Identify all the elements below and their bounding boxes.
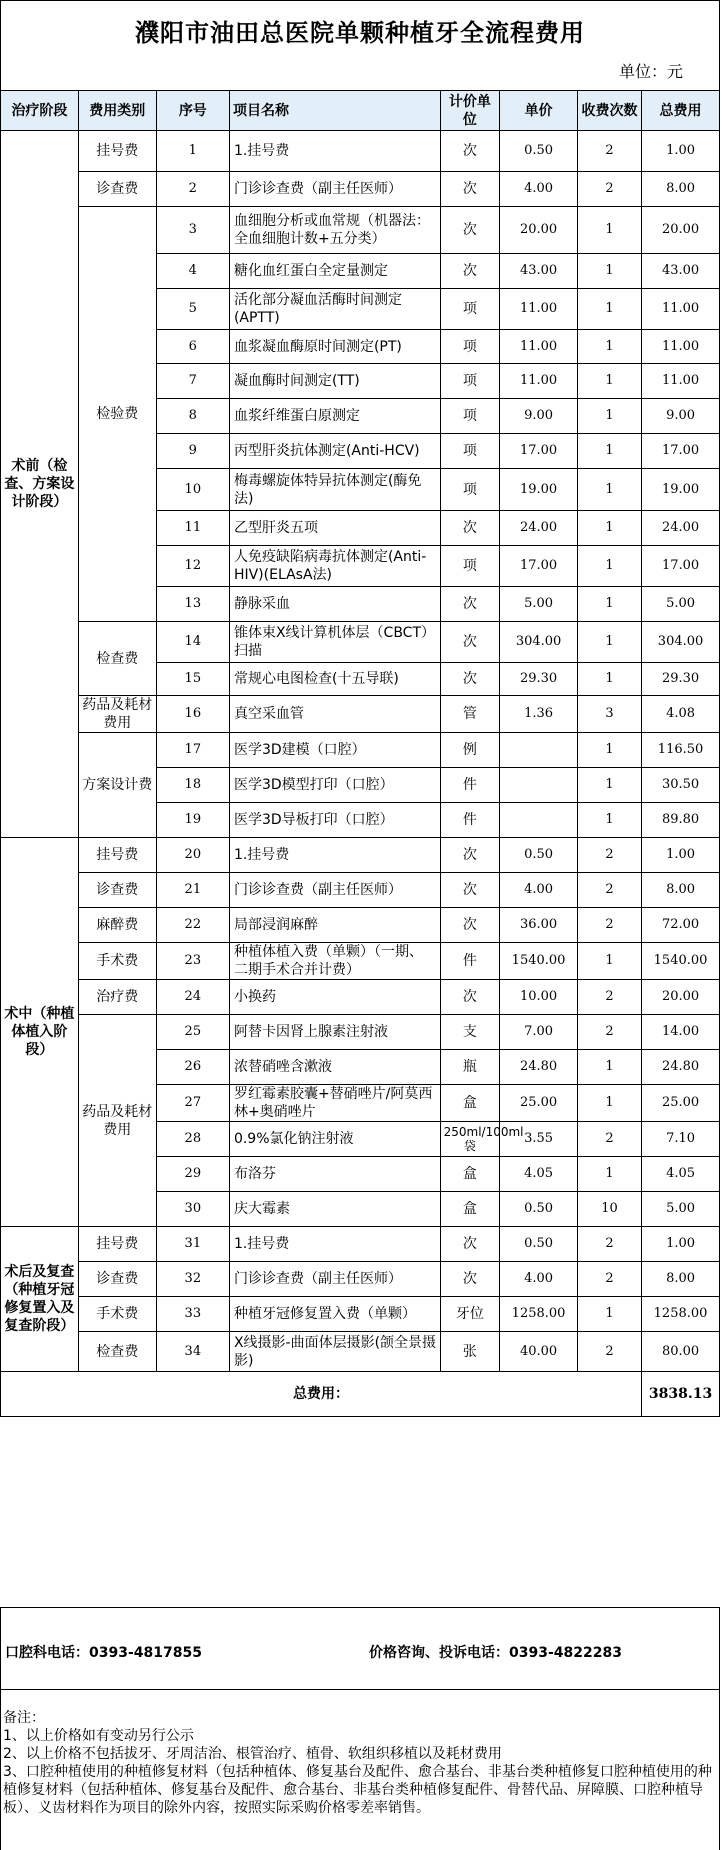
row-times: 1 — [577, 254, 641, 289]
table-row — [1, 1227, 720, 1262]
row-name: 锥体束X线计算机体层（CBCT）扫描 — [229, 622, 440, 663]
row-times: 2 — [577, 980, 641, 1015]
row-unit: 项 — [440, 364, 500, 399]
row-price: 10.00 — [500, 980, 578, 1015]
row-no: 24 — [156, 980, 229, 1015]
row-price — [500, 803, 578, 838]
table-row — [1, 696, 720, 733]
row-name: 浓替硝唑含漱液 — [229, 1050, 440, 1085]
row-price: 43.00 — [500, 254, 578, 289]
stage-cell: 术前（检查、方案设计阶段） — [1, 131, 79, 838]
table-row — [1, 622, 720, 663]
row-no: 33 — [156, 1297, 229, 1332]
category-cell: 诊查费 — [78, 1262, 156, 1297]
row-unit: 次 — [440, 131, 500, 172]
header-price: 单价 — [500, 91, 578, 131]
row-price: 20.00 — [500, 207, 578, 254]
row-total: 1.00 — [642, 1227, 720, 1262]
row-times: 1 — [577, 1050, 641, 1085]
row-unit: 次 — [440, 980, 500, 1015]
row-total: 9.00 — [642, 399, 720, 434]
row-unit: 次 — [440, 207, 500, 254]
note-item: 3、口腔种植使用的种植修复材料（包括种植体、修复基台及配件、愈合基台、非基台类种植修复口腔种植使用的种植修复材料（包括种植体、修复基台及配件、愈合基台、非基台类种植修复配件、骨替代品、屏障膜、口腔种植导板）、义齿材料作为项目的除外内容，按照实际采购价格零差率销售。 — [3, 1764, 712, 1816]
row-unit: 件 — [440, 943, 500, 980]
row-price: 24.00 — [500, 511, 578, 546]
row-no: 11 — [156, 511, 229, 546]
row-name: 活化部分凝血活酶时间测定(APTT) — [229, 289, 440, 330]
row-times: 1 — [577, 943, 641, 980]
fee-table — [0, 90, 720, 1417]
row-total: 11.00 — [642, 364, 720, 399]
row-times: 1 — [577, 663, 641, 696]
row-unit: 牙位 — [440, 1297, 500, 1332]
row-unit: 次 — [440, 663, 500, 696]
row-no: 8 — [156, 399, 229, 434]
row-no: 26 — [156, 1050, 229, 1085]
row-name: 乙型肝炎五项 — [229, 511, 440, 546]
table-row — [1, 908, 720, 943]
complaint-phone: 价格咨询、投诉电话：0393-4822283 — [369, 1645, 622, 1661]
row-no: 25 — [156, 1015, 229, 1050]
category-cell: 检验费 — [78, 207, 156, 622]
row-times: 1 — [577, 1085, 641, 1122]
row-unit: 件 — [440, 768, 500, 803]
row-no: 28 — [156, 1122, 229, 1157]
row-times: 2 — [577, 1262, 641, 1297]
category-cell: 挂号费 — [78, 131, 156, 172]
row-unit: 次 — [440, 511, 500, 546]
row-total: 11.00 — [642, 289, 720, 330]
table-row — [1, 733, 720, 768]
row-name: 医学3D导板打印（口腔） — [229, 803, 440, 838]
row-price: 1258.00 — [500, 1297, 578, 1332]
row-price: 11.00 — [500, 364, 578, 399]
row-times: 1 — [577, 434, 641, 469]
row-no: 30 — [156, 1192, 229, 1227]
row-name: 布洛芬 — [229, 1157, 440, 1192]
dental-phone: 口腔科电话：0393-4817855 — [5, 1645, 202, 1661]
row-unit: 250ml/100ml袋 — [440, 1122, 500, 1157]
note-item: 1、以上价格如有变动另行公示 — [3, 1728, 194, 1744]
category-cell: 诊查费 — [78, 172, 156, 207]
row-name: 糖化血红蛋白全定量测定 — [229, 254, 440, 289]
row-unit: 项 — [440, 469, 500, 511]
row-unit: 盒 — [440, 1157, 500, 1192]
row-price: 4.00 — [500, 873, 578, 908]
header-no: 序号 — [156, 91, 229, 131]
row-times: 1 — [577, 511, 641, 546]
row-no: 23 — [156, 943, 229, 980]
row-unit: 次 — [440, 908, 500, 943]
row-total: 19.00 — [642, 469, 720, 511]
page-title: 濮阳市油田总医院单颗种植牙全流程费用 — [135, 18, 585, 47]
row-times: 1 — [577, 768, 641, 803]
row-price: 0.50 — [500, 838, 578, 873]
row-unit: 项 — [440, 434, 500, 469]
row-no: 6 — [156, 330, 229, 364]
table-row — [1, 207, 720, 254]
row-unit: 次 — [440, 172, 500, 207]
row-price: 4.05 — [500, 1157, 578, 1192]
category-cell: 手术费 — [78, 943, 156, 980]
row-price: 24.80 — [500, 1050, 578, 1085]
row-times: 1 — [577, 399, 641, 434]
row-price: 5.00 — [500, 587, 578, 622]
row-name: 丙型肝炎抗体测定(Anti-HCV) — [229, 434, 440, 469]
row-times: 1 — [577, 289, 641, 330]
row-times: 1 — [577, 469, 641, 511]
row-no: 4 — [156, 254, 229, 289]
row-price: 11.00 — [500, 289, 578, 330]
row-unit: 项 — [440, 289, 500, 330]
row-no: 21 — [156, 873, 229, 908]
row-times: 1 — [577, 733, 641, 768]
row-name: 1.挂号费 — [229, 131, 440, 172]
category-cell: 药品及耗材费用 — [78, 1015, 156, 1227]
category-cell: 检查费 — [78, 622, 156, 696]
row-total: 1.00 — [642, 838, 720, 873]
row-total: 17.00 — [642, 546, 720, 587]
row-unit: 件 — [440, 803, 500, 838]
row-name: 小换药 — [229, 980, 440, 1015]
row-price: 17.00 — [500, 434, 578, 469]
category-cell: 检查费 — [78, 1332, 156, 1372]
row-times: 2 — [577, 172, 641, 207]
row-name: 门诊诊查费（副主任医师） — [229, 172, 440, 207]
row-unit: 盒 — [440, 1192, 500, 1227]
row-total: 1.00 — [642, 131, 720, 172]
row-unit: 次 — [440, 254, 500, 289]
row-total: 4.05 — [642, 1157, 720, 1192]
row-price — [500, 733, 578, 768]
row-no: 22 — [156, 908, 229, 943]
row-times: 2 — [577, 1332, 641, 1372]
row-name: 血细胞分析或血常规（机器法：全血细胞计数+五分类） — [229, 207, 440, 254]
header-total: 总费用 — [642, 91, 720, 131]
row-price: 0.50 — [500, 1227, 578, 1262]
row-times: 1 — [577, 330, 641, 364]
row-no: 1 — [156, 131, 229, 172]
row-times: 1 — [577, 803, 641, 838]
row-name: 医学3D模型打印（口腔） — [229, 768, 440, 803]
row-total: 17.00 — [642, 434, 720, 469]
total-row — [1, 1372, 720, 1417]
row-name: 真空采血管 — [229, 696, 440, 733]
contact-section — [0, 1607, 720, 1690]
table-row — [1, 1297, 720, 1332]
row-total: 11.00 — [642, 330, 720, 364]
row-total: 4.08 — [642, 696, 720, 733]
row-name: 庆大霉素 — [229, 1192, 440, 1227]
row-unit: 管 — [440, 696, 500, 733]
row-total: 8.00 — [642, 172, 720, 207]
row-total: 7.10 — [642, 1122, 720, 1157]
row-total: 1540.00 — [642, 943, 720, 980]
note-item: 2、以上价格不包括拔牙、牙周洁治、根管治疗、植骨、软组织移植以及耗材费用 — [3, 1746, 502, 1762]
table-row — [1, 838, 720, 873]
row-name: 门诊诊查费（副主任医师） — [229, 1262, 440, 1297]
row-name: 医学3D建模（口腔） — [229, 733, 440, 768]
row-name: 阿替卡因肾上腺素注射液 — [229, 1015, 440, 1050]
row-price: 9.00 — [500, 399, 578, 434]
row-no: 29 — [156, 1157, 229, 1192]
table-row — [1, 172, 720, 207]
row-price: 17.00 — [500, 546, 578, 587]
stage-cell: 术中（种植体植入阶段） — [1, 838, 79, 1227]
row-times: 2 — [577, 838, 641, 873]
row-no: 27 — [156, 1085, 229, 1122]
row-unit: 张 — [440, 1332, 500, 1372]
row-unit: 次 — [440, 873, 500, 908]
table-row — [1, 943, 720, 980]
row-no: 14 — [156, 622, 229, 663]
row-name: 梅毒螺旋体特异抗体测定(酶免法) — [229, 469, 440, 511]
row-times: 2 — [577, 908, 641, 943]
row-price — [500, 768, 578, 803]
row-price: 4.00 — [500, 172, 578, 207]
total-value: 3838.13 — [642, 1372, 720, 1417]
row-price: 304.00 — [500, 622, 578, 663]
row-no: 15 — [156, 663, 229, 696]
row-total: 1258.00 — [642, 1297, 720, 1332]
header-item-name: 项目名称 — [229, 91, 440, 131]
row-name: 1.挂号费 — [229, 838, 440, 873]
row-price: 29.30 — [500, 663, 578, 696]
header-stage: 治疗阶段 — [1, 91, 79, 131]
row-price: 19.00 — [500, 469, 578, 511]
row-no: 13 — [156, 587, 229, 622]
row-no: 10 — [156, 469, 229, 511]
row-total: 14.00 — [642, 1015, 720, 1050]
row-total: 5.00 — [642, 587, 720, 622]
row-times: 2 — [577, 131, 641, 172]
row-name: 血浆凝血酶原时间测定(PT) — [229, 330, 440, 364]
row-unit: 支 — [440, 1015, 500, 1050]
row-unit: 次 — [440, 622, 500, 663]
notes-section — [0, 1689, 720, 1850]
row-price: 0.50 — [500, 131, 578, 172]
row-price: 7.00 — [500, 1015, 578, 1050]
row-times: 2 — [577, 1227, 641, 1262]
row-unit: 次 — [440, 587, 500, 622]
category-cell: 挂号费 — [78, 1227, 156, 1262]
row-unit: 次 — [440, 1262, 500, 1297]
row-unit: 项 — [440, 330, 500, 364]
row-total: 24.80 — [642, 1050, 720, 1085]
row-times: 2 — [577, 1015, 641, 1050]
title-box — [0, 0, 720, 91]
row-total: 25.00 — [642, 1085, 720, 1122]
stage-cell: 术后及复查（种植牙冠修复置入及复查阶段） — [1, 1227, 79, 1372]
row-name: 人免疫缺陷病毒抗体测定(Anti-HIV)(ELAsA法) — [229, 546, 440, 587]
table-row — [1, 873, 720, 908]
table-row — [1, 1015, 720, 1050]
category-cell: 方案设计费 — [78, 733, 156, 838]
header-row — [1, 91, 720, 131]
row-unit: 项 — [440, 546, 500, 587]
table-row — [1, 131, 720, 172]
row-no: 20 — [156, 838, 229, 873]
currency-unit: 单位：元 — [618, 62, 683, 81]
row-times: 1 — [577, 207, 641, 254]
category-cell: 诊查费 — [78, 873, 156, 908]
row-price: 3.55 — [500, 1122, 578, 1157]
row-unit: 项 — [440, 399, 500, 434]
row-no: 9 — [156, 434, 229, 469]
table-row — [1, 980, 720, 1015]
row-price: 0.50 — [500, 1192, 578, 1227]
row-price: 11.00 — [500, 330, 578, 364]
row-price: 1540.00 — [500, 943, 578, 980]
row-name: 罗红霉素胶囊+替硝唑片/阿莫西林+奥硝唑片 — [229, 1085, 440, 1122]
row-no: 2 — [156, 172, 229, 207]
row-name: 门诊诊查费（副主任医师） — [229, 873, 440, 908]
row-total: 89.80 — [642, 803, 720, 838]
row-total: 72.00 — [642, 908, 720, 943]
row-price: 4.00 — [500, 1262, 578, 1297]
row-unit: 瓶 — [440, 1050, 500, 1085]
row-name: 常规心电图检查(十五导联) — [229, 663, 440, 696]
row-name: 静脉采血 — [229, 587, 440, 622]
category-cell: 麻醉费 — [78, 908, 156, 943]
row-no: 16 — [156, 696, 229, 733]
row-times: 2 — [577, 1122, 641, 1157]
row-times: 1 — [577, 622, 641, 663]
row-total: 29.30 — [642, 663, 720, 696]
row-unit: 例 — [440, 733, 500, 768]
row-no: 3 — [156, 207, 229, 254]
row-times: 1 — [577, 546, 641, 587]
row-times: 1 — [577, 1297, 641, 1332]
row-price: 1.36 — [500, 696, 578, 733]
row-unit: 次 — [440, 838, 500, 873]
row-total: 80.00 — [642, 1332, 720, 1372]
row-no: 7 — [156, 364, 229, 399]
header-unit: 计价单位 — [440, 91, 500, 131]
row-name: 种植牙冠修复置入费（单颗） — [229, 1297, 440, 1332]
row-times: 2 — [577, 873, 641, 908]
notes-heading: 备注： — [3, 1710, 45, 1726]
row-name: 1.挂号费 — [229, 1227, 440, 1262]
row-no: 19 — [156, 803, 229, 838]
row-name: X线摄影-曲面体层摄影(颌全景摄影) — [229, 1332, 440, 1372]
row-times: 1 — [577, 587, 641, 622]
row-no: 31 — [156, 1227, 229, 1262]
row-total: 5.00 — [642, 1192, 720, 1227]
row-name: 凝血酶时间测定(TT) — [229, 364, 440, 399]
table-row — [1, 1332, 720, 1372]
header-times: 收费次数 — [577, 91, 641, 131]
category-cell: 挂号费 — [78, 838, 156, 873]
row-total: 304.00 — [642, 622, 720, 663]
row-name: 种植体植入费（单颗）（一期、二期手术合并计费） — [229, 943, 440, 980]
row-total: 8.00 — [642, 873, 720, 908]
row-name: 局部浸润麻醉 — [229, 908, 440, 943]
header-category: 费用类别 — [78, 91, 156, 131]
row-unit: 次 — [440, 1227, 500, 1262]
total-label: 总费用： — [1, 1372, 642, 1417]
row-no: 17 — [156, 733, 229, 768]
row-no: 12 — [156, 546, 229, 587]
row-total: 24.00 — [642, 511, 720, 546]
row-total: 20.00 — [642, 980, 720, 1015]
row-price: 40.00 — [500, 1332, 578, 1372]
row-no: 32 — [156, 1262, 229, 1297]
row-name: 0.9%氯化钠注射液 — [229, 1122, 440, 1157]
category-cell: 治疗费 — [78, 980, 156, 1015]
row-total: 8.00 — [642, 1262, 720, 1297]
row-unit: 盒 — [440, 1085, 500, 1122]
row-no: 18 — [156, 768, 229, 803]
row-times: 1 — [577, 1157, 641, 1192]
row-total: 43.00 — [642, 254, 720, 289]
row-total: 20.00 — [642, 207, 720, 254]
row-price: 36.00 — [500, 908, 578, 943]
row-no: 5 — [156, 289, 229, 330]
row-total: 116.50 — [642, 733, 720, 768]
row-times: 1 — [577, 364, 641, 399]
row-times: 3 — [577, 696, 641, 733]
row-price: 25.00 — [500, 1085, 578, 1122]
row-total: 30.50 — [642, 768, 720, 803]
category-cell: 药品及耗材费用 — [78, 696, 156, 733]
category-cell: 手术费 — [78, 1297, 156, 1332]
table-row — [1, 1262, 720, 1297]
row-times: 10 — [577, 1192, 641, 1227]
row-name: 血浆纤维蛋白原测定 — [229, 399, 440, 434]
row-no: 34 — [156, 1332, 229, 1372]
